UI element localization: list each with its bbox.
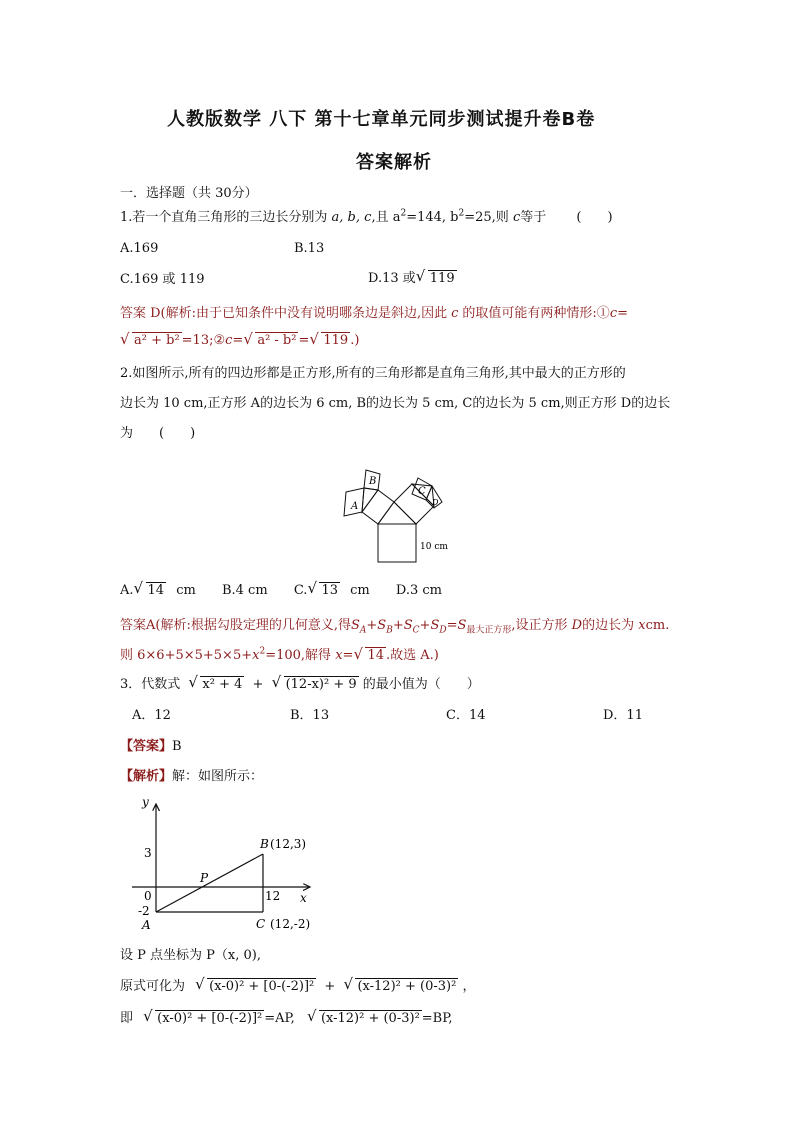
q3-label-3: 3 [144,846,152,860]
q2-left-leg-square [362,490,394,524]
page-subtitle: 答案解析 [356,152,432,173]
q3-line-rewrite: 原式可化为 √ (x-0)² + [0-(-2)]² + √ (x-12)² + (0-3)² ， [120,978,475,995]
q2-options: A.√ 14 cm B.4 cm C.√ 13 cm D.3 cm [120,582,442,599]
q3-line-ji: 即 √ (x-0)² + [0-(-2)]² =AP, √ (x-12)² + (0-3)² =BP, [120,1010,452,1027]
q3-line-ab [156,854,263,912]
q3-label-c: C [256,917,266,931]
section-heading: 一．选择题（共 30分） [120,186,258,201]
q1-option-d: D.13 或√ 119 [368,270,457,287]
q3-label-b: B [260,837,269,851]
q3-analysis: 【解析】解：如图所示： [120,769,264,784]
q2-label-side: 10 cm [420,542,448,552]
q1-answer-line2: √ a² + b² =13;②c=√ a² - b² =√ 119 .) [120,332,359,348]
q3-label-c-coord: (12,-2) [270,917,311,931]
q1-answer-line1: 答案 D(解析:由于已知条件中没有说明哪条边是斜边,因此 c 的取值可能有两种情形:①c= [120,306,628,321]
q1-stem: 1.若一个直角三角形的三边长分别为 a, b, c,且 $a^2=144$, $b^2=25$,则 c等于 ( ) [120,208,613,225]
page-title: 人教版数学 八下 第十七章单元同步测试提升卷B卷 [167,109,596,130]
q2-answer-line2: 则 $6\times 6+5\times 5+5\times 5+x^2=100$,解得 x=√ 14 .故选 A.) [120,644,439,663]
q2-label-a: A [351,501,359,512]
q3-label-y: y [142,795,149,809]
q2-label-c: C [418,486,426,497]
q3-label-12: 12 [265,889,281,903]
q2-stem-line3: 为 ( ) [120,426,196,441]
q3-label-x: x [300,891,307,905]
q2-label-b: B [369,476,377,487]
q2-figure [330,458,470,568]
q3-option-d: D．11 [603,708,643,723]
q1-option-c: C.169 或 119 [120,272,205,287]
q3-stem: 3．代数式 √ x² + 4 + √ (12-x)² + 9 的最小值为（ ） [120,676,480,693]
q2-stem-line1: 2.如图所示,所有的四边形都是正方形,所有的三角形都是直角三角形,其中最大的正方形的 [120,366,626,381]
q2-answer-line1: 答案A(解析:根据勾股定理的几何意义,得$S_A+S_B+S_C+S_D=S_{最大正方形}$,设正方形 D的边长为 xcm. [120,618,670,636]
q3-option-b: B．13 [290,708,330,723]
q3-line-p: 设 P 点坐标为 P（x, 0), [120,948,261,963]
q3-label-neg2: -2 [138,904,150,918]
q3-label-p: P [200,871,209,885]
q3-option-a: A．12 [132,708,171,723]
q2-big-square [378,524,416,562]
q3-figure [128,792,328,938]
q3-label-0: 0 [144,889,152,903]
q3-label-b-coord: (12,3) [270,837,307,851]
q3-answer: 【答案】B [120,739,182,754]
q2-label-d: D [432,498,439,507]
q3-option-c: C．14 [446,708,486,723]
q1-option-b: B.13 [294,241,325,256]
q1-option-a: A.169 [120,241,159,256]
q2-stem-line2: 边长为 10 cm,正方形 A的边长为 6 cm, B的边长为 5 cm, C的边长为 5 cm,则正方形 D的边长 [120,396,671,411]
q3-label-a: A [142,918,151,932]
